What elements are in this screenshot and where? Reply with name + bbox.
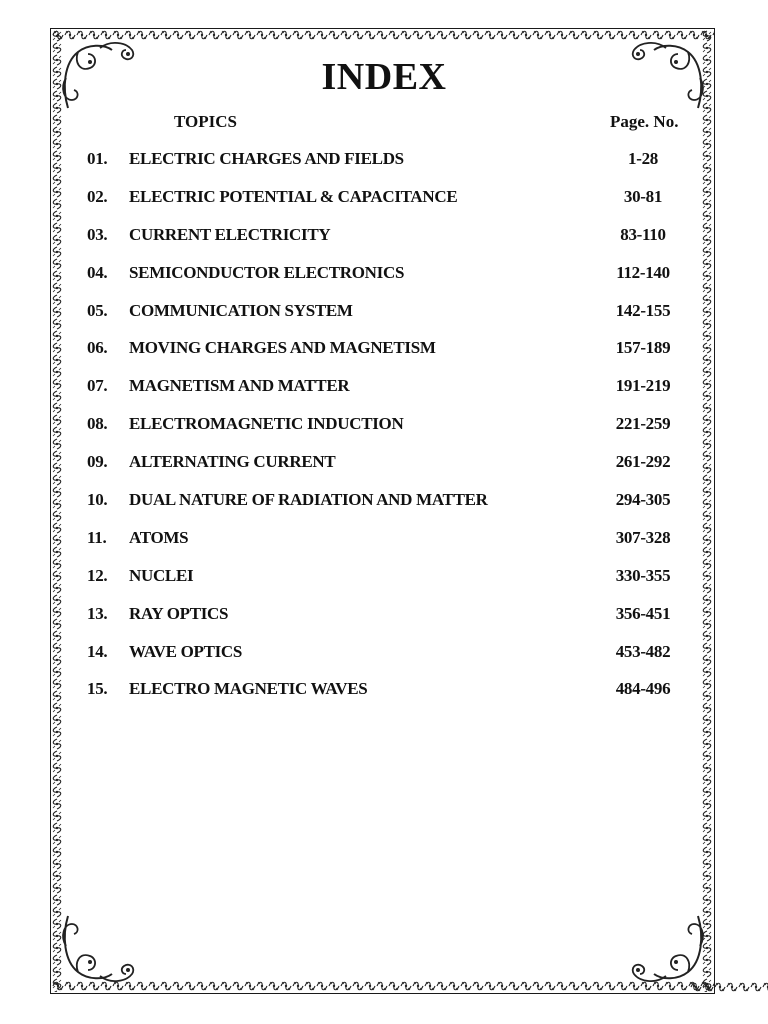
chapter-title: ELECTRO MAGNETIC WAVES [129,679,368,699]
chapter-title: MAGNETISM AND MATTER [129,376,350,396]
chapter-title: CURRENT ELECTRICITY [129,224,331,244]
page-range: 356-451 [615,603,671,623]
topics-column-header: TOPICS [174,112,237,131]
chapter-title: COMMUNICATION SYSTEM [129,300,353,320]
page-range: 157-189 [615,338,671,358]
index-row [0,338,768,376]
chapter-number: 14. [87,641,108,661]
index-row [0,566,768,604]
chapter-title: ATOMS [129,527,189,547]
page-range: 112-140 [616,262,670,282]
scroll-flourish-icon [60,906,150,986]
chapter-number: 07. [87,376,108,396]
page-range: 142-155 [615,300,671,320]
index-row [0,225,768,263]
index-row [0,528,768,566]
chapter-title: ELECTROMAGNETIC INDUCTION [129,414,404,434]
chapter-title: MOVING CHARGES AND MAGNETISM [129,338,436,358]
index-row [0,414,768,452]
chapter-title: NUCLEI [129,565,194,585]
chapter-number: 11. [87,527,107,547]
page-range: 221-259 [615,414,671,434]
index-row [0,642,768,680]
chapter-number: 10. [87,490,108,510]
index-row [0,679,768,717]
chapter-number: 06. [87,338,108,358]
page-range: 307-328 [615,527,671,547]
chapter-title: WAVE OPTICS [129,641,243,661]
index-row [0,604,768,642]
page-title: INDEX [321,56,447,98]
page-range: 453-482 [615,641,671,661]
floral-chain-border-icon [52,980,714,992]
chapter-title: ALTERNATING CURRENT [129,452,336,472]
chapter-title: ELECTRIC POTENTIAL & CAPACITANCE [129,186,458,206]
index-list [0,149,768,717]
index-row [0,149,768,187]
page-range: 1-28 [628,149,658,168]
chapter-number: 15. [87,679,108,699]
chapter-number: 01. [87,149,108,168]
index-row [0,187,768,225]
index-row [0,452,768,490]
scroll-flourish-icon [616,906,706,986]
page-range: 191-219 [615,376,671,396]
index-row [0,376,768,414]
page-range: 294-305 [615,490,671,510]
chapter-number: 13. [87,603,108,623]
index-row [0,263,768,301]
index-row [0,490,768,528]
chapter-number: 02. [87,186,108,206]
chapter-number: 03. [87,224,108,244]
chapter-title: DUAL NATURE OF RADIATION AND MATTER [129,490,488,510]
page-number-column-header: Page. No. [610,112,679,131]
page-range: 261-292 [615,452,671,472]
chapter-title: SEMICONDUCTOR ELECTRONICS [129,262,405,282]
chapter-title: RAY OPTICS [129,603,229,623]
page-range: 330-355 [615,565,671,585]
page-range: 484-496 [615,679,671,699]
page-range: 30-81 [623,186,663,206]
chapter-number: 04. [87,262,108,282]
chapter-number: 12. [87,565,108,585]
index-row [0,301,768,339]
floral-chain-border-icon [52,29,714,41]
chapter-title: ELECTRIC CHARGES AND FIELDS [129,149,404,168]
chapter-number: 08. [87,414,108,434]
chapter-number: 05. [87,300,108,320]
chapter-number: 09. [87,452,108,472]
page-range: 83-110 [620,224,666,244]
